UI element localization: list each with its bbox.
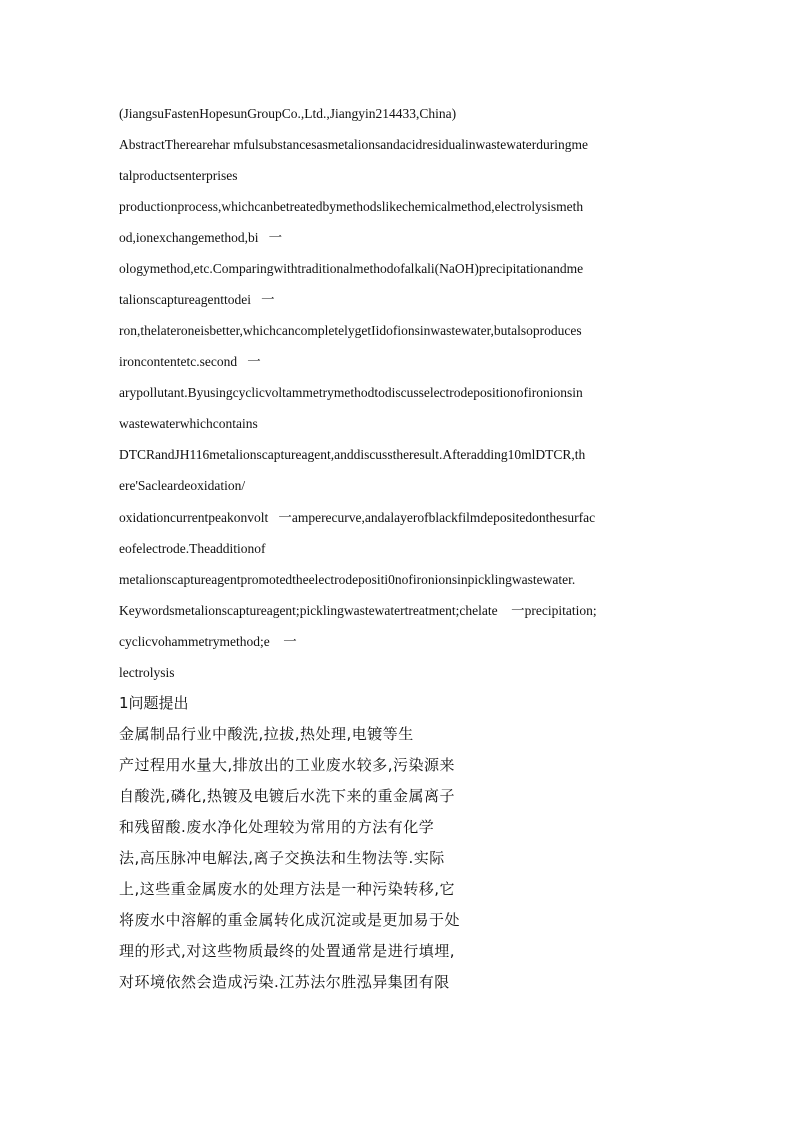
- body-line: 自酸洗,磷化,热镀及电镀后水洗下来的重金属离子: [119, 787, 456, 805]
- abstract-line: metalionscaptureagentpromotedtheelectrodepositi0nofironionsinpicklingwastewater.: [119, 572, 576, 587]
- body-line: 产过程用水量大,排放出的工业废水较多,污染源来: [119, 756, 456, 774]
- body-line: 和残留酸.废水净化处理较为常用的方法有化学: [119, 818, 435, 836]
- abstract-line: arypollutant.Byusingcyclicvoltammetrymethodtodiscusselectrodepositionofironionsin: [119, 385, 583, 400]
- abstract-line: oxidationcurrentpeakonvolt 一amperecurve,andalayerofblackfilmdepositedonthesurfac: [119, 510, 596, 525]
- abstract-line: ere'Sacleardeoxidation/: [119, 478, 246, 493]
- abstract-line: talproductsenterprises: [119, 168, 238, 183]
- keywords-line: cyclicvohammetrymethod;e 一: [119, 634, 297, 649]
- abstract-line: talionscaptureagenttodei 一: [119, 292, 275, 307]
- keywords-line: lectrolysis: [119, 665, 175, 680]
- abstract-line: ologymethod,etc.Comparingwithtraditionalmethodofalkali(NaOH)precipitationandme: [119, 261, 584, 276]
- body-line: 理的形式,对这些物质最终的处置通常是进行填埋,: [119, 942, 456, 960]
- abstract-line: productionprocess,whichcanbetreatedbymethodslikechemicalmethod,electrolysismeth: [119, 199, 584, 214]
- abstract-line: ironcontentetc.second 一: [119, 354, 261, 369]
- body-line: 法,高压脉冲电解法,离子交换法和生物法等.实际: [119, 849, 445, 867]
- section-heading: 1问题提出: [119, 694, 189, 712]
- body-line: 金属制品行业中酸洗,拉拔,热处理,电镀等生: [119, 725, 414, 743]
- body-line: 将废水中溶解的重金属转化成沉淀或是更加易于处: [119, 911, 461, 929]
- keywords-line: Keywordsmetalionscaptureagent;picklingwastewatertreatment;chelate 一precipitation;: [119, 603, 597, 618]
- abstract-line: ron,thelateroneisbetter,whichcancompletelygetIidofionsinwastewater,butalsoproduces: [119, 323, 582, 338]
- body-line: 上,这些重金属废水的处理方法是一种污染转移,它: [119, 880, 456, 898]
- body-line: 对环境依然会造成污染.江苏法尔胜泓异集团有限: [119, 973, 450, 991]
- abstract-line: eofelectrode.Theadditionof: [119, 541, 266, 556]
- affiliation-line: (JiangsuFastenHopesunGroupCo.,Ltd.,Jiangyin214433,China): [119, 106, 457, 121]
- abstract-line: wastewaterwhichcontains: [119, 416, 258, 431]
- abstract-line: AbstractTherearehar mfulsubstancesasmetalionsandacidresidualinwastewaterduringme: [119, 137, 588, 152]
- abstract-line: DTCRandJH116metalionscaptureagent,anddiscusstheresult.Afteradding10mlDTCR,th: [119, 447, 586, 462]
- abstract-line: od,ionexchangemethod,bi 一: [119, 230, 283, 245]
